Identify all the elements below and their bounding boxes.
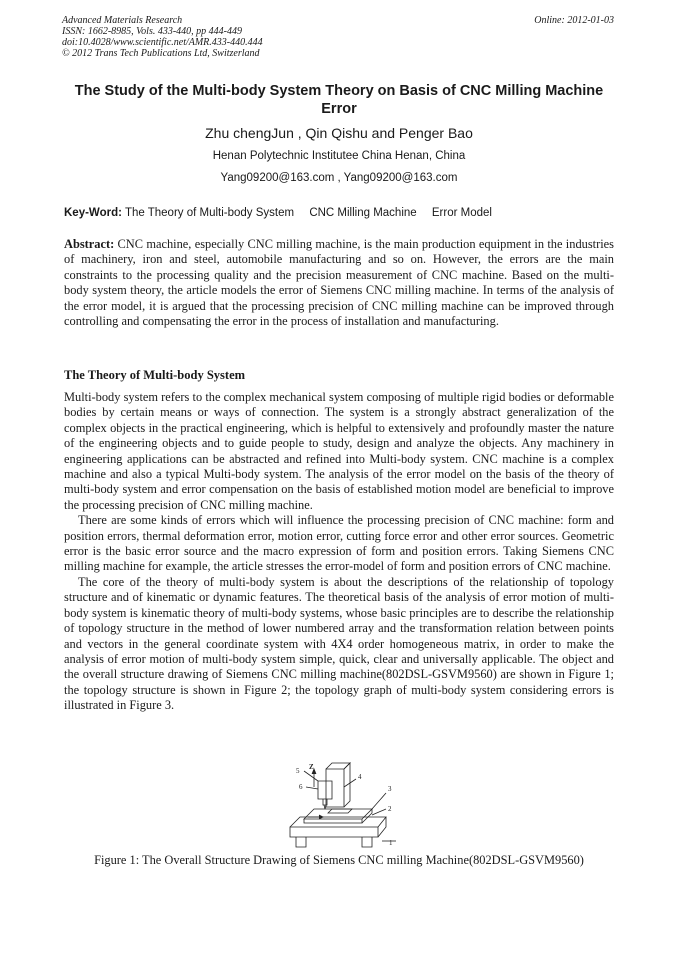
base-side: [378, 817, 386, 837]
abstract-label: Abstract:: [64, 237, 115, 251]
label-1: 1: [389, 839, 393, 847]
abstract: [64, 237, 614, 329]
abstract-text: CNC machine, especially CNC milling machine, is the main production equipment in the industries of machinery, iron and steel, automobile manufacturing and so on. However, the errors are the main constraints to the processing quality and the precision measurement of CNC machine. Based on the multi-body system theory, the article models the error of Siemens CNC milling machine. In terms of the analysis of the error model, it is argued that the processing precision of CNC milling machine can be improved through controlling and compensating the error in the process of installation and manufacturing.: [64, 237, 614, 329]
section-body: [64, 390, 614, 714]
affiliation: Henan Polytechnic Institutee China Henan, China: [212, 150, 466, 162]
paragraph: There are some kinds of errors which will influence the processing precision of CNC machine: form and position errors, thermal deformation error, motion error, cutting force error and other error sources. Geometric error is the basic error source and the macro expression of form and position errors. Taking Siemens CNC milling machine for example, the article stresses the error-model of form and position errors of CNC machine.: [64, 513, 614, 574]
keywords: [64, 207, 492, 219]
keywords-label: Key-Word:: [64, 207, 122, 219]
paper-title: The Study of the Multi-body System Theory on Basis of CNC Milling Machine Error: [74, 83, 604, 117]
label-4: 4: [358, 773, 362, 781]
issn-line: ISSN: 1662-8985, Vols. 433-440, pp 444-449: [62, 26, 242, 37]
label-z: Z: [309, 763, 314, 771]
keyword-item: Error Model: [431, 207, 492, 219]
base-front: [290, 827, 378, 837]
authors: Zhu chengJun , Qin Qishu and Penger Bao: [205, 125, 473, 141]
spindle-head: [318, 781, 332, 799]
keyword-item: The Theory of Multi-body System: [124, 207, 295, 219]
keyword-item: CNC Milling Machine: [309, 207, 417, 219]
online-date: Online: 2012-01-03: [534, 15, 614, 26]
journal-name: Advanced Materials Research: [62, 15, 183, 26]
label-5: 5: [296, 767, 300, 775]
label-2: 2: [388, 805, 392, 813]
figure-1-machine-drawing: [278, 757, 398, 850]
section-heading: The Theory of Multi-body System: [64, 368, 246, 382]
label-6: 6: [299, 783, 303, 791]
author-emails: Yang09200@163.com , Yang09200@163.com: [220, 172, 458, 184]
paragraph: The core of the theory of multi-body system is about the descriptions of the relationship of topology structure and of kinematic or dynamic features. The theoretical basis of the analysis of error motion of multi-body system is kinematic theory of multi-body systems, whose basic principles are to describe the relationship of topology structure in the method of lower numbered array and the transformation relation between points and vectors in the general coordinate system with 4X4 order homogeneous matrix, in order to make the analysis of error motion of multi-body system simple, quick, clear and universally applicable. The object and the overall structure drawing of Siemens CNC milling machine(802DSL-GSVM9560) are shown in Figure 1; the topology structure is shown in Figure 2; the topology graph of multi-body system considering errors is illustrated in Figure 3.: [64, 574, 614, 713]
paragraph: Multi-body system refers to the complex mechanical system composing of multiple rigid bodies or deformable bodies by certain means or ways of connection. The system is a strongly abstract generalization of the complex objects in the practical engineering, which is helpful to extensively and profoundly master the nature of the engineering objects and to guide people to study, design and analyze the objects. Any machinery in engineering applications can be abstracted and refined into Multi-body system. CNC machine is a complex machine and also a typical Multi-body system. The analysis of the error model on the basis of the theory of multi-body system and error compensation on the basis of established motion model are beneficial to improve the processing precision of CNC milling machine.: [64, 390, 614, 512]
label-3: 3: [388, 785, 392, 793]
journal-header: [62, 15, 263, 59]
work-table: [304, 809, 372, 819]
doi-line: doi:10.4028/www.scientific.net/AMR.433-440.444: [62, 37, 263, 48]
column: [326, 769, 344, 807]
figure-1-caption: Figure 1: The Overall Structure Drawing of Siemens CNC milling Machine(802DSL-GSVM9560): [94, 853, 584, 867]
copyright-line: © 2012 Trans Tech Publications Ltd, Switzerland: [62, 48, 260, 59]
